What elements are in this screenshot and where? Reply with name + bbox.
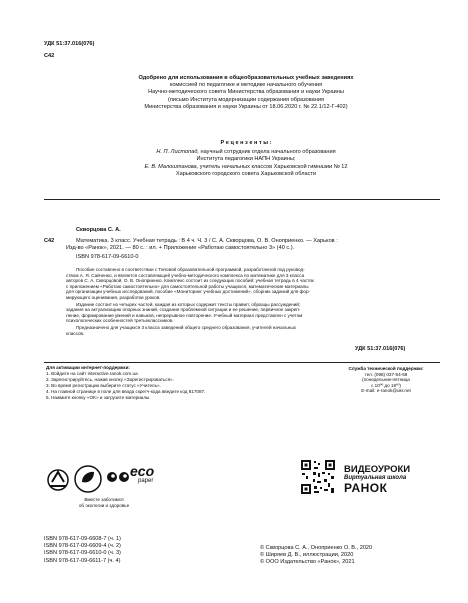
isbn-list (44, 536, 121, 565)
udk-bottom: УДК 51:37.016(076) (355, 346, 406, 352)
support-title: Служба технической поддержки: (348, 366, 424, 371)
annotation-line: ление, формирование умений и навыков, непрерывное повторение. Учебный материал представлен с учетом (66, 312, 303, 318)
annotation-line: Предназначено для учащихся 3 класса заведений общего среднего образования, учителей начальных (76, 324, 296, 330)
videouroki-subtitle: Виртуальная школа (344, 475, 407, 481)
catalog-title-line: Изд-во «Ранок», 2021. — 80 с. : ил. + Приложение «Работаю самостоятельно 3» (40 с.). (66, 245, 295, 252)
reviewer-name: Е. В. Малоштанова, (144, 163, 199, 170)
leaf-icon (75, 466, 101, 492)
eco-caption-line: Вместе заботимся (84, 497, 124, 502)
copyright-line: © ООО Издательство «Ранок», 2021 (260, 559, 355, 566)
copyright-list (260, 545, 372, 567)
activation-step: 1. Войдите на сайт interactive.ranok.com.ua (46, 370, 138, 376)
support-hours: (понедельник-пятница (362, 377, 410, 383)
divider (44, 362, 440, 363)
annotation-line: авторов С. А. Скворцовой, О. В. Оноприенко. Комплекс состоит из следующих пособий: учебная тетрадь в 4 частях (66, 278, 314, 284)
activation-title: Для активации интернет-поддержки: (46, 365, 130, 370)
isbn-line: ISBN 978-617-09-6611-7 (ч. 4) (44, 557, 121, 564)
reviewers-title: Р е ц е н з е н т ы : (220, 140, 272, 146)
annotation-line: ством А. Я. Савченко, и является составляющей учебно-методического комплекса по математике для 3 класса (66, 272, 305, 278)
catalog-description (66, 238, 440, 262)
annotation (66, 267, 440, 336)
activation-step: 4. На главной странице в поле для ввода скретч-кода введите код 817087. (46, 388, 206, 394)
udk-code: УДК 51:37.016(076) (44, 41, 95, 47)
bbk-code: С42 (44, 53, 55, 59)
annotation-line: Издание состоит из четырех частей, каждая из которых содержит тексты правил; образцы рассуждений; (76, 301, 301, 307)
isbn-line: ISBN 978-617-09-6609-4 (ч. 2) (44, 543, 121, 550)
annotation-line: с приложением «Работаю самостоятельно» для самостоятельной работы учащихся, математические материалы (66, 283, 309, 289)
activation-step: 2. Зарегистрируйтесь, нажав кнопку «Зарегистрироваться». (46, 376, 175, 382)
activation-step: 5. Нажмите кнопку «OK» и загрузите материалы. (46, 394, 151, 400)
annotation-line: классов. (66, 330, 85, 336)
support-block (330, 366, 442, 394)
support-email: E-mail: e-ranok@ukr.net (361, 388, 411, 394)
reviewer-position: Харьковского городского совета Харьковской области (175, 170, 317, 177)
reviewer-position: учитель начальных классов Харьковской гимназии № 12 (198, 163, 348, 170)
eyes-icon (107, 472, 129, 482)
ranok-logo: РАНОК (344, 481, 388, 495)
annotation-line: Пособие составлено в соответствии с Типовой образовательной программой, разработанной под руковод- (76, 267, 305, 272)
annotation-line: для организации учебных исследований, пособие «Мониторинг учебных достижений», сборник заданий для фор- (66, 289, 311, 295)
copyright-line: © Ширяев Д. В., иллюстрации, 2020 (260, 552, 354, 559)
catalog-isbn: ISBN 978-617-09-6610-0 (76, 254, 139, 261)
annotation-line: задания на актуализацию опорных знаний, создание проблемной ситуации и ее решение, первичное закреп- (66, 307, 301, 313)
annotation-line: мирующего оценивания, разработки уроков. (66, 294, 161, 300)
reviewers-block (60, 140, 432, 178)
videouroki-title: ВИДЕОУРОКИ (344, 464, 411, 475)
approval-line: Одобрено для использования в общеобразовательных учебных заведениях (138, 75, 354, 81)
isbn-line: ISBN 978-617-09-6610-0 (ч. 3) (44, 550, 121, 557)
eco-logo-sub: paper (138, 478, 154, 484)
support-hours: с 10ºº до 18ºº) (371, 382, 401, 388)
approval-line: (письмо Института модернизации содержания образования (168, 96, 324, 103)
catalog-code: С42 (44, 238, 55, 244)
support-phone: тел. (098) 037-54-68 (364, 371, 408, 377)
catalog-title-line: Математика. 3 класс. Учебная тетрадь : В 4 ч. Ч. 3 / С. А. Скворцова, О. В. Оноприенко. — Харьков : (76, 238, 338, 244)
reviewer-name: Н. П. Листопад, (156, 149, 199, 156)
reviewer-position: научный сотрудник отдела начального образования (198, 149, 336, 156)
approval-line: Министерства образования и науки Украины от 18.06.2020 г. № 22.1/12-Г-402) (144, 103, 348, 110)
catalog-authors: Скворцова С. А. (76, 227, 121, 233)
annotation-line: психологических особенностей третьеклассников. (66, 318, 174, 324)
qr-code-icon (300, 459, 336, 495)
approval-line: Научно-методического совета Министерства образования и науки Украины (148, 89, 344, 96)
eco-caption (44, 497, 164, 508)
isbn-line: ISBN 978-617-09-6608-7 (ч. 1) (44, 536, 121, 542)
videouroki-block (344, 464, 410, 495)
eco-logo-word: eco (130, 463, 155, 479)
copyright-line: © Скворцова С. А., Оноприенко О. В., 2020 (260, 545, 373, 551)
activation-block (46, 365, 316, 401)
reviewer-position: Института педагогики НАПН Украины; (196, 156, 296, 163)
approval-line: комиссией по педагогике и методике начального обучения (169, 82, 323, 89)
divider (44, 199, 440, 200)
activation-step: 3. Во время регистрации выберите статус «Учитель». (46, 382, 161, 388)
eco-caption-line: об экологии и здоровье (78, 502, 130, 508)
approval-block (60, 75, 432, 111)
